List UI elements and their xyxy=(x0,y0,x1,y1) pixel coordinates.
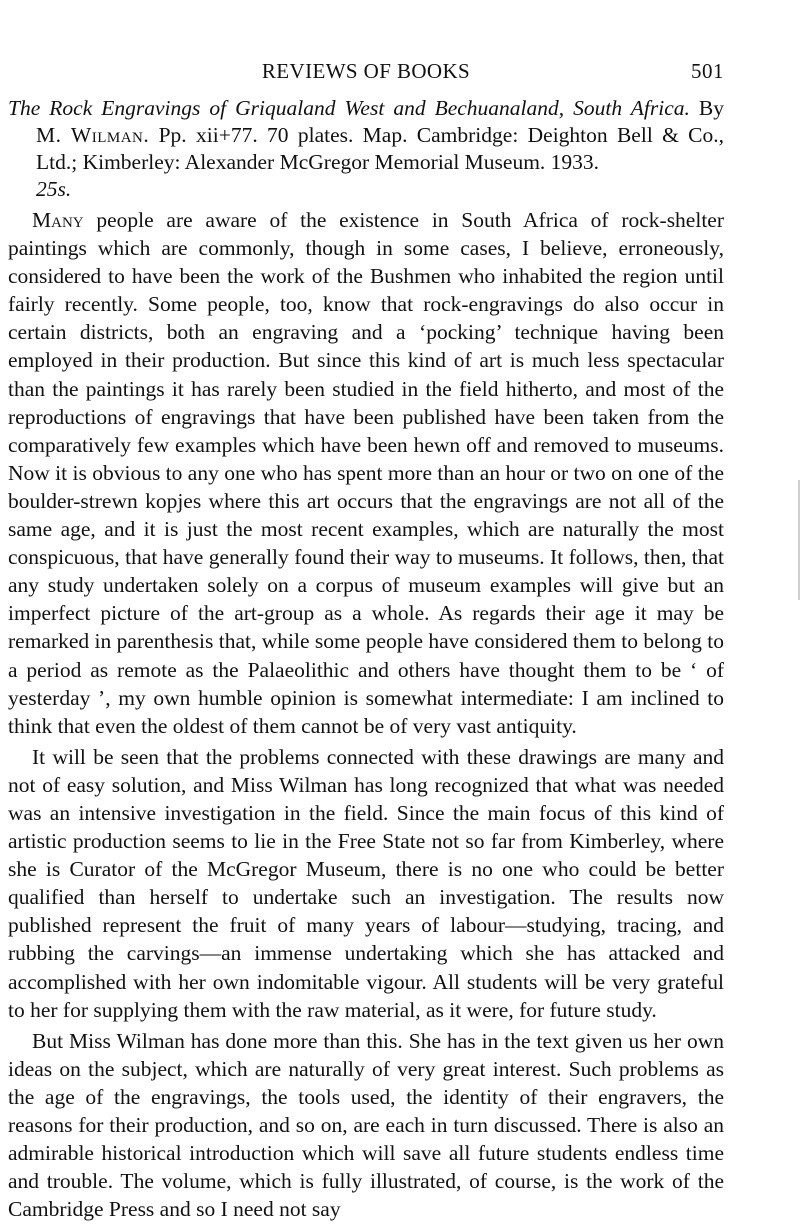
book-citation xyxy=(8,95,724,203)
citation-price: 25s. xyxy=(36,177,72,201)
running-head xyxy=(8,56,724,86)
paragraph-lead-word: Many xyxy=(32,208,84,232)
paragraph-text: It will be seen that the problems connected with these drawings are many and not of easy solution, and Miss Wilman has long recognized that what was needed was an intensive investigation in the field. Since the main focus of this kind of artistic production seems to lie in the Free State not so far from Kimberley, where she is Curator of the McGregor Museum, there is no one who could be better qualified than herself to undertake such an investigation. The results now published represent the fruit of many years of labour—studying, tracing, and rubbing the carvings—an immense undertaking which she has attacked and accomplished with her own indomitable vigour. All students will be very grateful to her for supplying them with the raw material, as it were, for future study. xyxy=(8,744,724,1022)
citation-by: By xyxy=(698,96,724,120)
review-body xyxy=(8,206,724,1226)
running-title: REVIEWS OF BOOKS xyxy=(261,59,471,83)
paragraph-text: But Miss Wilman has done more than this. She has in the text given us her own ideas on the subject, which are naturally of very great interest. Such problems as the age of the engravings, the tools used, the identity of their engravers, the reasons for their production, and so on, are each in turn discussed. There is also an admirable historical introduction which will save all future students endless time and trouble. The volume, which is fully illustrated, of course, is the work of the Cambridge Press and so I need not say xyxy=(8,1028,724,1222)
review-paragraph-2 xyxy=(8,743,724,1024)
review-paragraph-1 xyxy=(8,206,724,740)
page-number: 501 xyxy=(691,59,724,83)
citation-details-block xyxy=(8,122,724,203)
citation-first-line xyxy=(8,95,724,122)
paragraph-text: people are aware of the existence in South Africa of rock-shelter paintings which are commonly, though in some cases, I believe, erroneously, considered to have been the work of the Bushmen who inhabited the region until fairly recently. Some people, too, know that rock-engravings do also occur in certain districts, both an engraving and a ‘pocking’ technique having been employed in their production. But since this kind of art is much less spectacular than the paintings it has rarely been studied in the field hitherto, and most of the reproductions of engravings that have been published have been taken from the comparatively few examples which have been hewn off and removed to museums. Now it is obvious to any one who has spent more than an hour or two on one of the boulder-strewn kopjes where this art occurs that the engravings are not all of the same age, and it is just the most recent examples, which are naturally the most conspicuous, that have generally found their way to museums. It follows, then, that any study undertaken solely on a corpus of museum examples will give but an imperfect picture of the art-group as a whole. As regards their age it may be remarked in parenthesis that, while some people have considered them to belong to a period as remote as the Palaeolithic and others have thought them to be ‘ of yesterday ’, my own humble opinion is somewhat intermediate: I am inclined to think that even the oldest of them cannot be of very vast antiquity. xyxy=(8,208,724,738)
citation-details: Pp. xii+77. 70 plates. Map. Cambridge: Deighton Bell & Co., Ltd.; Kimberley: Alexander McGregor Memorial Museum. 1933. xyxy=(36,123,724,174)
citation-author: M. Wilman. xyxy=(36,123,150,147)
review-paragraph-3 xyxy=(8,1027,724,1224)
book-title: The Rock Engravings of Griqualand West and Bechuanaland, South Africa. xyxy=(8,96,690,120)
